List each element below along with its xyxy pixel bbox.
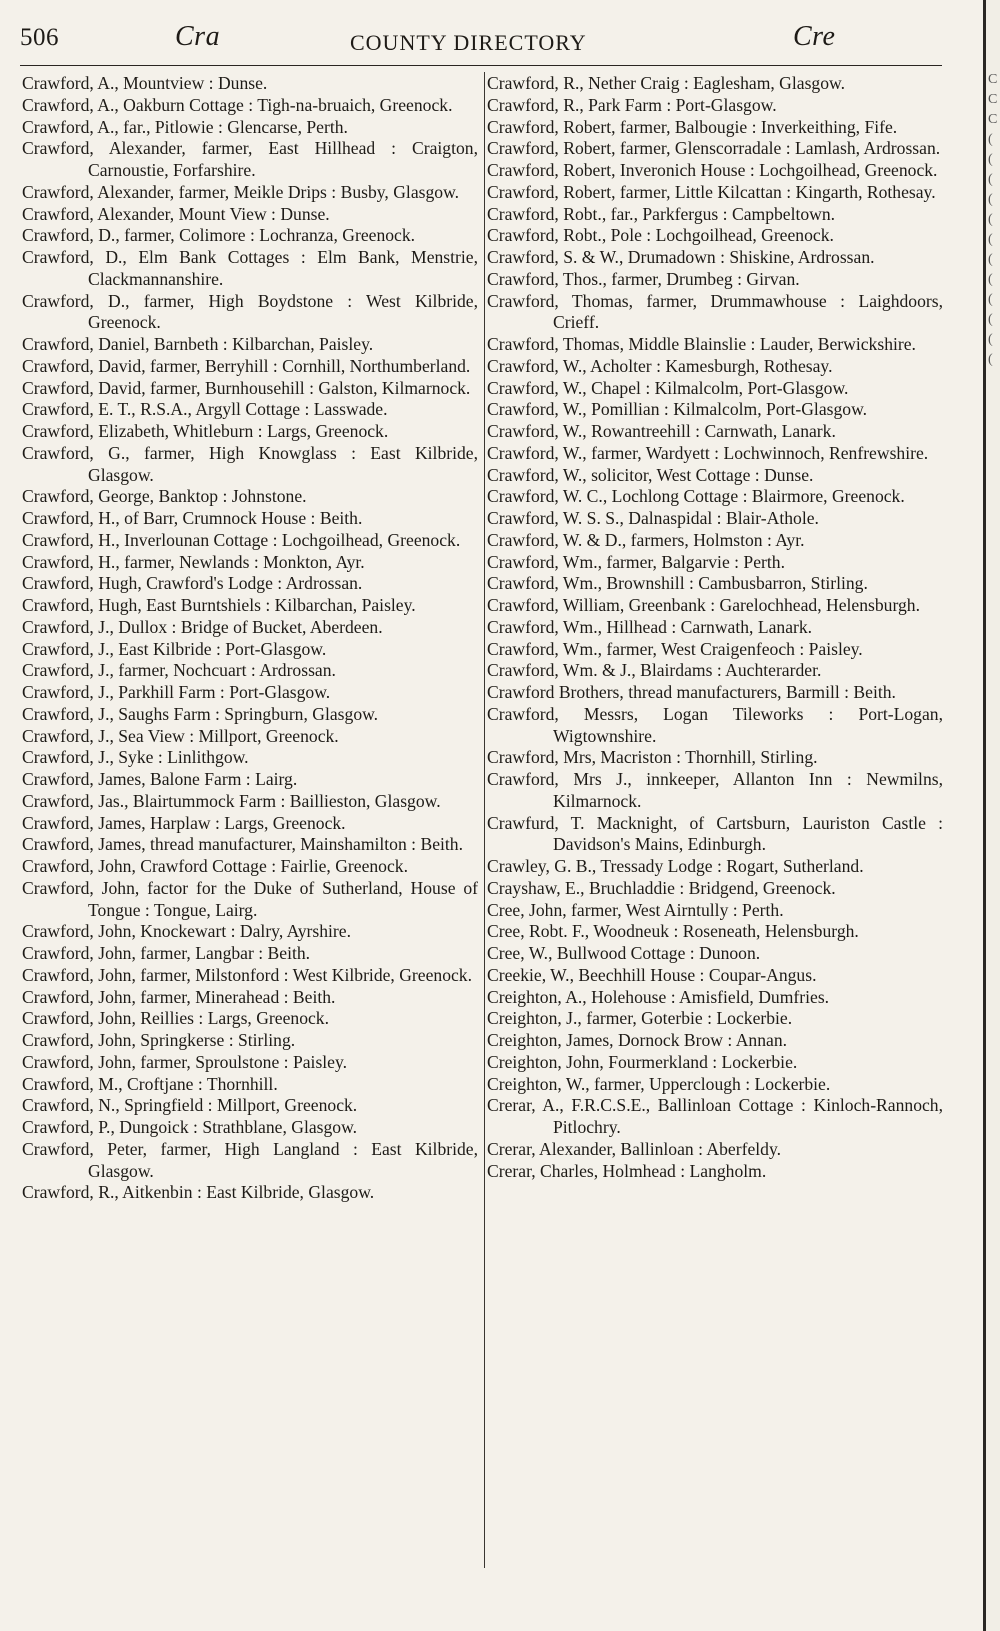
directory-entry: Crawford, David, farmer, Berryhill : Cornhill, Northumberland. bbox=[22, 355, 471, 376]
directory-entry: Crawford, W., farmer, Wardyett : Lochwinnoch, Renfrewshire. bbox=[487, 442, 929, 463]
margin-fragment: ( bbox=[988, 132, 993, 147]
header-rule bbox=[20, 65, 942, 66]
directory-entry: Crawley, G. B., Tressady Lodge : Rogart, Sutherland. bbox=[487, 856, 864, 876]
adjacent-page-fragments bbox=[988, 70, 1000, 370]
directory-entry: Crawford, Wm., farmer, West Craigenfeoch : Paisley. bbox=[487, 638, 863, 659]
directory-entry: Crawford, J., Saughs Farm : Springburn, Glasgow. bbox=[22, 703, 379, 724]
directory-entry: Crawford, A., Oakburn Cottage : Tigh-na-bruaich, Greenock. bbox=[22, 94, 453, 115]
directory-entry: Crawford, John, Knockewart : Dalry, Ayrshire. bbox=[22, 921, 351, 942]
directory-entry: Creighton, John, Fourmerkland : Lockerbie. bbox=[487, 1051, 798, 1072]
directory-entry: Crawford, G., farmer, High Knowglass : East Kilbride, Glasgow. bbox=[22, 442, 478, 485]
directory-entry: Crawford, James, thread manufacturer, Mainshamilton : Beith. bbox=[22, 834, 463, 855]
directory-entry: Crawford, W. C., Lochlong Cottage : Blairmore, Greenock. bbox=[487, 486, 905, 507]
guide-word-left: Cra bbox=[175, 21, 221, 52]
margin-fragment: ( bbox=[988, 232, 993, 247]
directory-entry: Crawford, James, Harplaw : Largs, Greenock. bbox=[22, 812, 346, 833]
directory-entry: Crawford, Thos., farmer, Drumbeg : Girvan. bbox=[487, 268, 800, 289]
directory-entry: Crawford, John, Crawford Cottage : Fairlie, Greenock. bbox=[22, 856, 408, 876]
directory-entry: Crawford, A., Mountview : Dunse. bbox=[22, 73, 268, 93]
directory-entry: Crawford, Peter, farmer, High Langland : East Kilbride, Glasgow. bbox=[22, 1138, 478, 1181]
directory-entry: Crawford, William, Greenbank : Garelochhead, Helensburgh. bbox=[487, 595, 920, 615]
directory-entry: Crawford, John, farmer, Minerahead : Beith. bbox=[22, 986, 336, 1007]
directory-entry: Crerar, Charles, Holmhead : Langholm. bbox=[487, 1160, 767, 1181]
directory-entry: Crawford, Alexander, farmer, Meikle Drips : Busby, Glasgow. bbox=[22, 181, 460, 202]
page-number: 506 bbox=[20, 24, 59, 51]
margin-fragment: ( bbox=[988, 292, 993, 307]
directory-entry: Cree, W., Bullwood Cottage : Dunoon. bbox=[487, 943, 761, 963]
directory-entry: Crawford, Messrs, Logan Tileworks : Port-Logan, Wigtownshire. bbox=[487, 703, 943, 746]
directory-entry: Crawford, J., Dullox : Bridge of Bucket, Aberdeen. bbox=[22, 616, 383, 637]
directory-entry: Crawford, David, farmer, Burnhousehill : Galston, Kilmarnock. bbox=[22, 377, 471, 398]
directory-entry: Crawford, Wm., farmer, Balgarvie : Perth. bbox=[487, 551, 785, 572]
directory-entry: Creighton, James, Dornock Brow : Annan. bbox=[487, 1030, 788, 1050]
directory-entry: Crawford, W., Rowantreehill : Carnwath, Lanark. bbox=[487, 421, 836, 441]
directory-entry: Crawford, Wm. & J., Blairdams : Auchterarder. bbox=[487, 660, 822, 681]
directory-entry: Cree, John, farmer, West Airntully : Perth. bbox=[487, 899, 784, 920]
directory-entry: Crawford, John, factor for the Duke of Sutherland, House of Tongue : Tongue, Lairg. bbox=[22, 877, 478, 920]
margin-fragment: C bbox=[988, 72, 998, 87]
directory-entry: Crawford, Robert, farmer, Little Kilcattan : Kingarth, Rothesay. bbox=[487, 181, 936, 202]
directory-entry: Crawford, Robt., Pole : Lochgoilhead, Greenock. bbox=[487, 225, 834, 246]
directory-entry: Crawford, Alexander, farmer, East Hillhead : Craigton, Carnoustie, Forfarshire. bbox=[22, 138, 478, 180]
directory-entry: Crawford, J., farmer, Nochcuart : Ardrossan. bbox=[22, 660, 336, 681]
directory-entry: Crawford, Mrs J., innkeeper, Allanton Inn : Newmilns, Kilmarnock. bbox=[487, 769, 943, 811]
directory-entry: Crawford, P., Dungoick : Strathblane, Glasgow. bbox=[22, 1117, 358, 1137]
directory-entry: Crawford, Robert, Inveronich House : Lochgoilhead, Greenock. bbox=[487, 160, 938, 180]
margin-fragment: ( bbox=[988, 212, 993, 227]
margin-fragment: ( bbox=[988, 192, 993, 207]
directory-entry: Crawford, Elizabeth, Whitleburn : Largs, Greenock. bbox=[22, 421, 389, 441]
directory-entry: Crawford, Mrs, Macriston : Thornhill, Stirling. bbox=[487, 747, 818, 768]
directory-entry: Crawford, H., farmer, Newlands : Monkton, Ayr. bbox=[22, 551, 365, 572]
directory-entry: Crawford, D., farmer, Colimore : Lochranza, Greenock. bbox=[22, 225, 416, 246]
margin-fragment: ( bbox=[988, 172, 993, 187]
directory-entry: Crawford, D., Elm Bank Cottages : Elm Bank, Menstrie, Clackmannanshire. bbox=[22, 247, 478, 289]
directory-entry: Crawford Brothers, thread manufacturers, Barmill : Beith. bbox=[487, 682, 896, 702]
directory-entry: Crawford, James, Balone Farm : Lairg. bbox=[22, 769, 298, 789]
directory-entry: Crawford, Thomas, Middle Blainslie : Lauder, Berwickshire. bbox=[487, 334, 916, 354]
directory-entry: Crawford, Hugh, Crawford's Lodge : Ardrossan. bbox=[22, 573, 363, 594]
margin-fragment: C bbox=[988, 92, 998, 107]
margin-fragment: C bbox=[988, 112, 998, 127]
directory-entry: Crawford, Robt., far., Parkfergus : Campbeltown. bbox=[487, 203, 836, 224]
directory-entry: Creighton, A., Holehouse : Amisfield, Dumfries. bbox=[487, 986, 830, 1007]
directory-entry: Crawford, R., Aitkenbin : East Kilbride, Glasgow. bbox=[22, 1182, 375, 1203]
directory-entry: Crawford, J., Sea View : Millport, Greenock. bbox=[22, 725, 339, 746]
directory-entry: Crawford, S. & W., Drumadown : Shiskine, Ardrossan. bbox=[487, 247, 875, 267]
directory-entry: Crawford, Robert, farmer, Glenscorradale : Lamlash, Ardrossan. bbox=[487, 138, 941, 159]
directory-entry: Crawford, W. S. S., Dalnaspidal : Blair-Athole. bbox=[487, 508, 819, 528]
directory-entry: Crawfurd, T. Macknight, of Cartsburn, Lauriston Castle : Davidson's Mains, Edinburgh. bbox=[487, 812, 943, 855]
directory-entry: Crawford, John, farmer, Sproulstone : Paisley. bbox=[22, 1051, 348, 1072]
directory-entry: Crawford, W., Acholter : Kamesburgh, Rothesay. bbox=[487, 355, 833, 376]
directory-entry: Crawford, George, Banktop : Johnstone. bbox=[22, 486, 307, 507]
margin-fragment: ( bbox=[988, 252, 993, 267]
directory-entry: Crawford, W., Chapel : Kilmalcolm, Port-Glasgow. bbox=[487, 377, 849, 398]
directory-entry: Crawford, J., Parkhill Farm : Port-Glasgow. bbox=[22, 682, 331, 702]
directory-entry: Creighton, W., farmer, Upperclough : Lockerbie. bbox=[487, 1073, 831, 1094]
directory-entry: Crawford, W., solicitor, West Cottage : Dunse. bbox=[487, 464, 814, 485]
directory-entry: Crawford, H., Inverlounan Cottage : Lochgoilhead, Greenock. bbox=[22, 529, 461, 550]
directory-entry: Crawford, N., Springfield : Millport, Greenock. bbox=[22, 1095, 358, 1116]
directory-entry: Crawford, J., Syke : Linlithgow. bbox=[22, 747, 249, 768]
directory-entry: Crawford, Daniel, Barnbeth : Kilbarchan, Paisley. bbox=[22, 334, 374, 354]
directory-entry: Crawford, Robert, farmer, Balbougie : Inverkeithing, Fife. bbox=[487, 116, 898, 137]
directory-entry: Crawford, H., of Barr, Crumnock House : Beith. bbox=[22, 508, 363, 528]
margin-fragment: ( bbox=[988, 332, 993, 347]
directory-entry: Crawford, Alexander, Mount View : Dunse. bbox=[22, 203, 330, 224]
directory-entry: Crawford, J., East Kilbride : Port-Glasgow. bbox=[22, 638, 327, 659]
directory-entry: Crawford, W. & D., farmers, Holmston : Ayr. bbox=[487, 529, 805, 550]
margin-fragment: ( bbox=[988, 152, 993, 167]
guide-word-right: Cre bbox=[793, 21, 836, 52]
page-title: COUNTY DIRECTORY bbox=[350, 30, 587, 55]
directory-entry: Crawford, D., farmer, High Boydstone : West Kilbride, Greenock. bbox=[22, 290, 478, 333]
directory-entry: Crawford, Thomas, farmer, Drummawhouse : Laighdoors, Crieff. bbox=[487, 290, 943, 333]
directory-entry: Crawford, John, farmer, Milstonford : West Kilbride, Greenock. bbox=[22, 964, 472, 985]
left-column bbox=[22, 73, 478, 1204]
directory-entry: Crawford, John, Springkerse : Stirling. bbox=[22, 1030, 296, 1050]
page-header bbox=[20, 21, 940, 62]
directory-entry: Creighton, J., farmer, Goterbie : Lockerbie. bbox=[487, 1008, 793, 1029]
right-column bbox=[487, 73, 943, 1182]
directory-entry: Crerar, A., F.R.C.S.E., Ballinloan Cottage : Kinloch-Rannoch, Pitlochry. bbox=[487, 1095, 943, 1137]
directory-entry: Crawford, Hugh, East Burntshiels : Kilbarchan, Paisley. bbox=[22, 595, 416, 615]
directory-entry: Crawford, W., Pomillian : Kilmalcolm, Port-Glasgow. bbox=[487, 399, 868, 420]
directory-entry: Creekie, W., Beechhill House : Coupar-Angus. bbox=[487, 964, 817, 985]
directory-entry: Cree, Robt. F., Woodneuk : Roseneath, Helensburgh. bbox=[487, 921, 859, 942]
directory-entry: Crayshaw, E., Bruchladdie : Bridgend, Greenock. bbox=[487, 877, 836, 898]
directory-entry: Crawford, Wm., Brownshill : Cambusbarron, Stirling. bbox=[487, 573, 868, 594]
margin-fragment: ( bbox=[988, 272, 993, 287]
margin-fragment: ( bbox=[988, 352, 993, 367]
column-divider bbox=[484, 72, 485, 1568]
margin-fragment: ( bbox=[988, 312, 993, 327]
directory-entry: Crawford, R., Nether Craig : Eaglesham, Glasgow. bbox=[487, 73, 845, 93]
directory-entry: Crerar, Alexander, Ballinloan : Aberfeldy. bbox=[487, 1138, 781, 1159]
directory-entry: Crawford, R., Park Farm : Port-Glasgow. bbox=[487, 94, 777, 115]
directory-entry: Crawford, Jas., Blairtummock Farm : Baillieston, Glasgow. bbox=[22, 790, 441, 811]
directory-entry: Crawford, M., Croftjane : Thornhill. bbox=[22, 1073, 278, 1094]
directory-entry: Crawford, John, farmer, Langbar : Beith. bbox=[22, 943, 311, 963]
directory-entry: Crawford, Wm., Hillhead : Carnwath, Lanark. bbox=[487, 616, 813, 637]
directory-entry: Crawford, John, Reillies : Largs, Greenock. bbox=[22, 1008, 330, 1029]
directory-entry: Crawford, A., far., Pitlowie : Glencarse, Perth. bbox=[22, 116, 348, 137]
directory-entry: Crawford, E. T., R.S.A., Argyll Cottage : Lasswade. bbox=[22, 399, 388, 420]
